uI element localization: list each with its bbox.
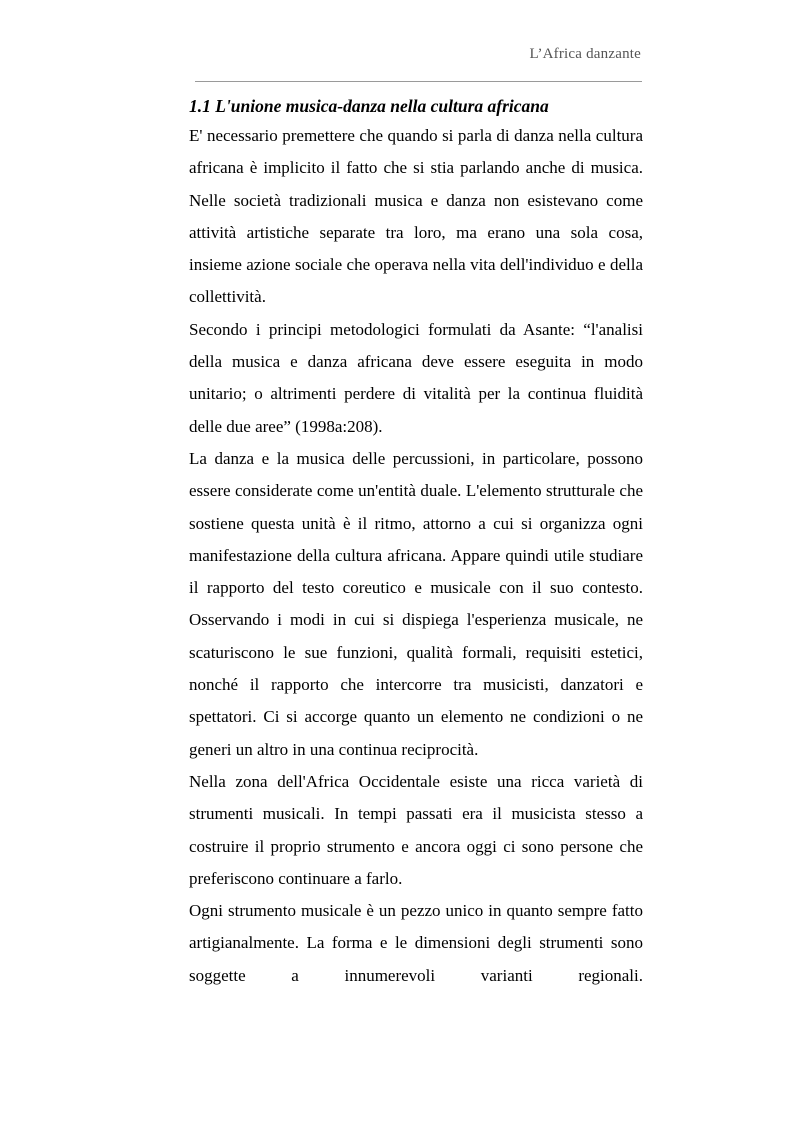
paragraph-5: Ogni strumento musicale è un pezzo unico in quanto sempre fatto artigianalmente. La forma e le dimensioni degli strumenti sono soggette a innumerevoli varianti regionali. — [189, 901, 643, 985]
paragraph-2: Secondo i principi metodologici formulati da Asante: “l'analisi della musica e danza africana deve essere eseguita in modo unitario; o altrimenti perdere di vitalità per la continua fluidità delle due aree” (1998a:208). — [189, 319, 643, 436]
paragraph-4: Nella zona dell'Africa Occidentale esiste una ricca varietà di strumenti musicali. In tempi passati era il musicista stesso a costruire il proprio strumento e ancora oggi ci sono persone che preferiscono continuare a farlo. — [189, 771, 643, 888]
header-divider — [195, 81, 642, 82]
section-title: 1.1 L'unione musica-danza nella cultura africana — [189, 96, 549, 116]
running-header: L’Africa danzante — [529, 46, 641, 62]
paragraph-1: E' necessario premettere che quando si parla di danza nella cultura africana è implicito il fatto che si stia parlando anche di musica. Nelle società tradizionali musica e danza non esistevano come attività artistiche separate tra loro, ma erano una sola cosa, insieme azione sociale che operava nella vita dell'individuo e della collettività. — [189, 126, 643, 307]
page-body — [189, 92, 643, 992]
paragraph-3: La danza e la musica delle percussioni, in particolare, possono essere considerate come un'entità duale. L'elemento strutturale che sostiene questa unità è il ritmo, attorno a cui si organizza ogni manifestazione della cultura africana. Appare quindi utile studiare il rapporto del testo coreutico e musicale con il suo contesto. Osservando i modi in cui si dispiega l'esperienza musicale, ne scaturiscono le sue funzioni, qualità formali, requisiti estetici, nonché il rapporto che intercorre tra musicisti, danzatori e spettatori. Ci si accorge quanto un elemento ne condizioni o ne generi un altro in una continua reciprocità. — [189, 448, 643, 759]
